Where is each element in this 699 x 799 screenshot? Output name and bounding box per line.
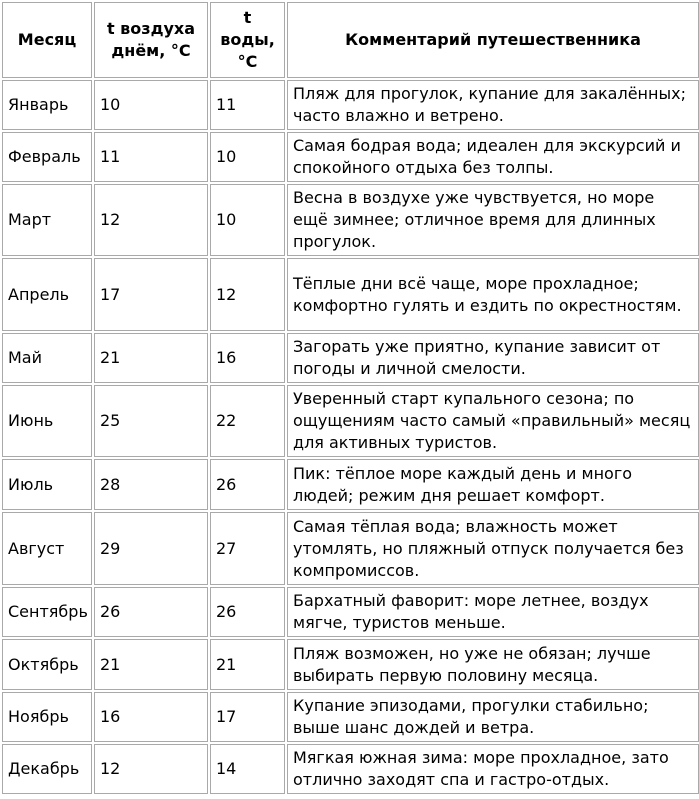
cell-comment: Мягкая южная зима: море прохладное, зато отлично заходят спа и гастро-отдых. xyxy=(287,744,699,794)
cell-month: Апрель xyxy=(2,258,92,331)
cell-air-temp: 21 xyxy=(94,333,208,383)
table-row xyxy=(2,258,699,331)
cell-water-temp: 17 xyxy=(210,692,285,742)
table-row xyxy=(2,385,699,457)
cell-comment: Пляж возможен, но уже не обязан; лучше выбирать первую половину месяца. xyxy=(287,639,699,690)
table-row xyxy=(2,639,699,690)
cell-water-temp: 26 xyxy=(210,587,285,637)
cell-month: Сентябрь xyxy=(2,587,92,637)
cell-comment: Самая тёплая вода; влажность может утомлять, но пляжный отпуск получается без компромиссов. xyxy=(287,512,699,585)
cell-month: Февраль xyxy=(2,132,92,182)
cell-air-temp: 12 xyxy=(94,184,208,256)
cell-month: Декабрь xyxy=(2,744,92,794)
cell-month: Август xyxy=(2,512,92,585)
table-row xyxy=(2,692,699,742)
cell-water-temp: 10 xyxy=(210,184,285,256)
table-row xyxy=(2,132,699,182)
table-row xyxy=(2,184,699,256)
cell-water-temp: 14 xyxy=(210,744,285,794)
table-row xyxy=(2,333,699,383)
cell-water-temp: 21 xyxy=(210,639,285,690)
cell-water-temp: 10 xyxy=(210,132,285,182)
cell-water-temp: 11 xyxy=(210,80,285,130)
cell-comment: Тёплые дни всё чаще, море прохладное; комфортно гулять и ездить по окрестностям. xyxy=(287,258,699,331)
cell-water-temp: 22 xyxy=(210,385,285,457)
cell-month: Октябрь xyxy=(2,639,92,690)
cell-air-temp: 17 xyxy=(94,258,208,331)
cell-air-temp: 11 xyxy=(94,132,208,182)
cell-water-temp: 16 xyxy=(210,333,285,383)
table-row xyxy=(2,587,699,637)
cell-comment: Бархатный фаворит: море летнее, воздух мягче, туристов меньше. xyxy=(287,587,699,637)
cell-air-temp: 12 xyxy=(94,744,208,794)
cell-comment: Загорать уже приятно, купание зависит от погоды и личной смелости. xyxy=(287,333,699,383)
header-row xyxy=(2,2,699,78)
cell-water-temp: 27 xyxy=(210,512,285,585)
cell-air-temp: 29 xyxy=(94,512,208,585)
cell-comment: Купание эпизодами, прогулки стабильно; выше шанс дождей и ветра. xyxy=(287,692,699,742)
cell-air-temp: 21 xyxy=(94,639,208,690)
table-row xyxy=(2,80,699,130)
cell-month: Июль xyxy=(2,459,92,510)
cell-air-temp: 16 xyxy=(94,692,208,742)
table-row xyxy=(2,512,699,585)
cell-month: Июнь xyxy=(2,385,92,457)
cell-water-temp: 12 xyxy=(210,258,285,331)
table-row xyxy=(2,744,699,794)
header-water-temp: t воды, °C xyxy=(210,2,285,78)
header-comment: Комментарий путешественника xyxy=(287,2,699,78)
cell-month: Январь xyxy=(2,80,92,130)
cell-comment: Весна в воздухе уже чувствуется, но море ещё зимнее; отличное время для длинных прогулок. xyxy=(287,184,699,256)
cell-comment: Пляж для прогулок, купание для закалённых; часто влажно и ветрено. xyxy=(287,80,699,130)
cell-air-temp: 25 xyxy=(94,385,208,457)
cell-comment: Самая бодрая вода; идеален для экскурсий и спокойного отдыха без толпы. xyxy=(287,132,699,182)
cell-air-temp: 28 xyxy=(94,459,208,510)
cell-air-temp: 26 xyxy=(94,587,208,637)
cell-month: Ноябрь xyxy=(2,692,92,742)
header-air-temp: t воздуха днём, °C xyxy=(94,2,208,78)
cell-air-temp: 10 xyxy=(94,80,208,130)
cell-water-temp: 26 xyxy=(210,459,285,510)
cell-month: Май xyxy=(2,333,92,383)
cell-month: Март xyxy=(2,184,92,256)
cell-comment: Уверенный старт купального сезона; по ощущениям часто самый «правильный» месяц для активных туристов. xyxy=(287,385,699,457)
header-month: Месяц xyxy=(2,2,92,78)
table-row xyxy=(2,459,699,510)
cell-comment: Пик: тёплое море каждый день и много людей; режим дня решает комфорт. xyxy=(287,459,699,510)
